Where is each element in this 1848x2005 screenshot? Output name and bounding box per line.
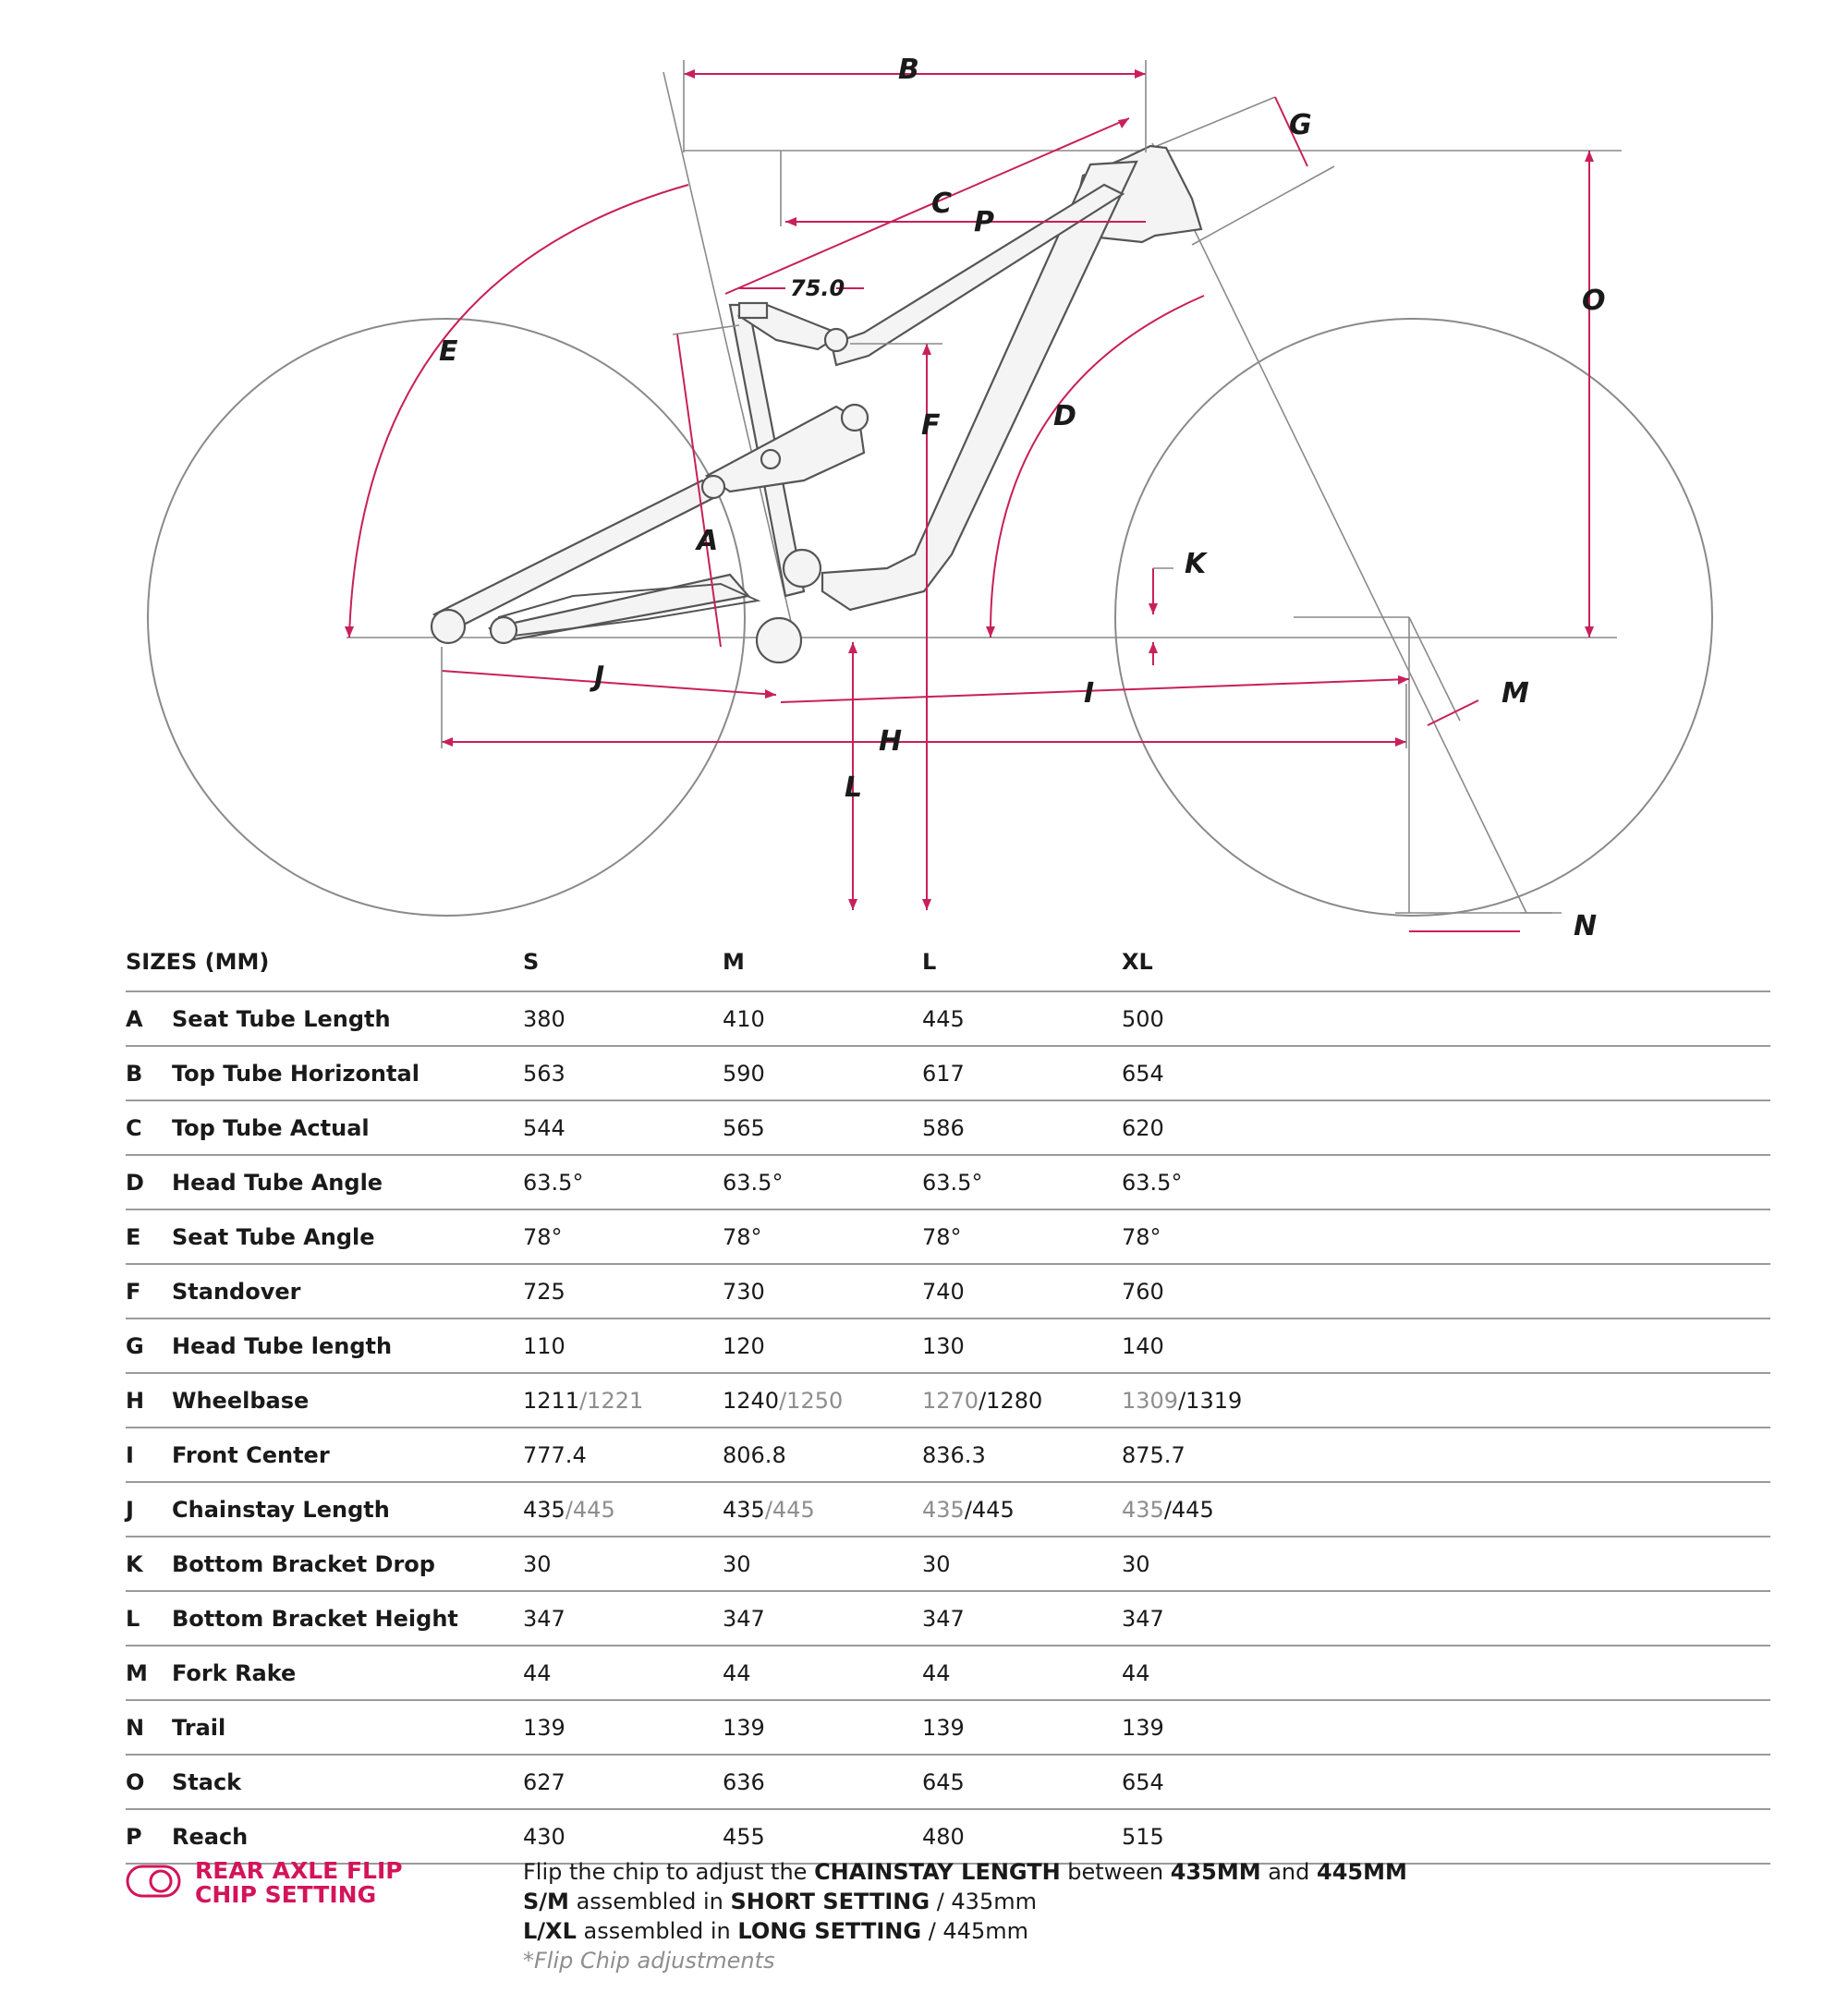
label-p: P <box>974 206 994 238</box>
value-xl: 347 <box>1122 1591 1321 1646</box>
label-e: E <box>439 335 458 368</box>
value-short: 435 <box>723 1496 765 1523</box>
label-j: J <box>594 661 605 693</box>
size-m-header: M <box>723 933 922 991</box>
table-row <box>126 1537 1770 1591</box>
value-long: 445 <box>772 1496 815 1523</box>
value-short: 1211 <box>523 1387 580 1414</box>
value-l: 30 <box>922 1537 1122 1591</box>
row-letter: K <box>126 1537 172 1591</box>
row-name: Head Tube length <box>172 1318 523 1373</box>
row-name: Chainstay Length <box>172 1482 523 1537</box>
value-m: 636 <box>723 1755 922 1809</box>
value-s: 777.4 <box>523 1428 723 1482</box>
value-l: 480 <box>922 1809 1122 1864</box>
row-letter: H <box>126 1373 172 1428</box>
flip-chip-title-line2: CHIP SETTING <box>195 1881 377 1908</box>
label-i: I <box>1084 677 1095 710</box>
row-name: Top Tube Actual <box>172 1100 523 1155</box>
row-name: Fork Rake <box>172 1646 523 1700</box>
row-name: Trail <box>172 1700 523 1755</box>
value-long: 445 <box>1171 1496 1214 1523</box>
row-letter: L <box>126 1591 172 1646</box>
value-m: 139 <box>723 1700 922 1755</box>
value-l: 44 <box>922 1646 1122 1700</box>
value-l: 78° <box>922 1209 1122 1264</box>
table-row <box>126 1209 1770 1264</box>
table-row <box>126 1809 1770 1864</box>
table-header-row <box>126 933 1770 991</box>
label-k: K <box>1185 548 1207 580</box>
label-n: N <box>1574 910 1598 942</box>
value-l: 130 <box>922 1318 1122 1373</box>
value-s: 110 <box>523 1318 723 1373</box>
row-letter: E <box>126 1209 172 1264</box>
row-letter: B <box>126 1046 172 1100</box>
value-separator: / <box>964 1496 972 1523</box>
value-long: 445 <box>971 1496 1015 1523</box>
value-long: 1221 <box>587 1387 644 1414</box>
value-separator: / <box>1178 1387 1186 1414</box>
value-short: 1270 <box>922 1387 979 1414</box>
value-separator: / <box>565 1496 573 1523</box>
table-row <box>126 991 1770 1046</box>
label-d: D <box>1053 400 1076 432</box>
value-m <box>723 1373 922 1428</box>
value-xl: 620 <box>1122 1100 1321 1155</box>
label-b: B <box>898 54 919 86</box>
row-letter: A <box>126 991 172 1046</box>
value-m: 455 <box>723 1809 922 1864</box>
value-s: 139 <box>523 1700 723 1755</box>
flip-chip-toggle-icon <box>126 1865 181 1898</box>
value-long: 1250 <box>786 1387 844 1414</box>
row-letter: F <box>126 1264 172 1318</box>
value-s: 627 <box>523 1755 723 1809</box>
front-wheel <box>1115 319 1712 916</box>
value-xl: 515 <box>1122 1809 1321 1864</box>
geometry-diagram <box>0 0 1848 961</box>
value-separator: / <box>579 1387 588 1414</box>
value-s: 725 <box>523 1264 723 1318</box>
value-xl <box>1122 1373 1321 1428</box>
row-name: Reach <box>172 1809 523 1864</box>
value-short: 435 <box>523 1496 565 1523</box>
row-letter: N <box>126 1700 172 1755</box>
table-row <box>126 1646 1770 1700</box>
value-xl: 78° <box>1122 1209 1321 1264</box>
size-xl-header: XL <box>1122 933 1321 991</box>
value-l <box>922 1482 1122 1537</box>
table-row <box>126 1700 1770 1755</box>
row-letter: J <box>126 1482 172 1537</box>
value-s: 430 <box>523 1809 723 1864</box>
value-l: 836.3 <box>922 1428 1122 1482</box>
sizes-header: SIZES (MM) <box>126 933 523 991</box>
value-xl: 760 <box>1122 1264 1321 1318</box>
row-letter: O <box>126 1755 172 1809</box>
row-name: Seat Tube Length <box>172 991 523 1046</box>
value-m: 30 <box>723 1537 922 1591</box>
value-l: 347 <box>922 1591 1122 1646</box>
value-xl <box>1122 1482 1321 1537</box>
table-row <box>126 1264 1770 1318</box>
flip-chip-title-line1: REAR AXLE FLIP <box>195 1857 403 1884</box>
value-long: 1319 <box>1185 1387 1243 1414</box>
value-m: 730 <box>723 1264 922 1318</box>
row-name: Head Tube Angle <box>172 1155 523 1209</box>
value-separator: / <box>779 1387 787 1414</box>
row-name: Front Center <box>172 1428 523 1482</box>
row-letter: G <box>126 1318 172 1373</box>
table-row <box>126 1155 1770 1209</box>
value-m: 44 <box>723 1646 922 1700</box>
label-g: G <box>1289 109 1312 141</box>
flip-line-3: L/XL assembled in LONG SETTING / 445mm <box>523 1918 1028 1944</box>
value-s: 63.5° <box>523 1155 723 1209</box>
label-l: L <box>845 772 863 804</box>
row-letter: M <box>126 1646 172 1700</box>
value-m: 120 <box>723 1318 922 1373</box>
row-name: Wheelbase <box>172 1373 523 1428</box>
value-separator: / <box>764 1496 772 1523</box>
value-l: 740 <box>922 1264 1122 1318</box>
row-letter: I <box>126 1428 172 1482</box>
value-m <box>723 1482 922 1537</box>
row-name: Bottom Bracket Height <box>172 1591 523 1646</box>
value-short: 435 <box>922 1496 965 1523</box>
flip-line-1: Flip the chip to adjust the CHAINSTAY LENGTH between 435MM and 445MM <box>523 1859 1407 1885</box>
value-m: 806.8 <box>723 1428 922 1482</box>
value-long: 445 <box>572 1496 615 1523</box>
flip-chip-section <box>126 1857 1770 1996</box>
value-short: 1309 <box>1122 1387 1179 1414</box>
value-xl: 654 <box>1122 1046 1321 1100</box>
value-l: 63.5° <box>922 1155 1122 1209</box>
value-s: 30 <box>523 1537 723 1591</box>
value-xl: 654 <box>1122 1755 1321 1809</box>
row-letter: D <box>126 1155 172 1209</box>
flip-chip-title <box>195 1859 472 1907</box>
value-s: 44 <box>523 1646 723 1700</box>
guide-lines <box>346 72 1622 913</box>
label-m: M <box>1502 677 1529 710</box>
value-xl: 500 <box>1122 991 1321 1046</box>
value-xl: 44 <box>1122 1646 1321 1700</box>
table-row <box>126 1755 1770 1809</box>
value-l: 139 <box>922 1700 1122 1755</box>
value-separator: / <box>979 1387 987 1414</box>
value-s: 78° <box>523 1209 723 1264</box>
size-s-header: S <box>523 933 723 991</box>
label-a: A <box>697 525 719 557</box>
value-s <box>523 1373 723 1428</box>
value-s: 347 <box>523 1591 723 1646</box>
table-row <box>126 1100 1770 1155</box>
label-f: F <box>921 409 941 442</box>
value-l: 445 <box>922 991 1122 1046</box>
geometry-table <box>126 933 1770 1865</box>
bike-frame <box>432 146 1201 662</box>
value-s: 563 <box>523 1046 723 1100</box>
value-l: 586 <box>922 1100 1122 1155</box>
value-l: 617 <box>922 1046 1122 1100</box>
flip-line-2: S/M assembled in SHORT SETTING / 435mm <box>523 1889 1037 1914</box>
table-row <box>126 1318 1770 1373</box>
value-xl: 63.5° <box>1122 1155 1321 1209</box>
value-s: 380 <box>523 991 723 1046</box>
value-m: 565 <box>723 1100 922 1155</box>
row-name: Stack <box>172 1755 523 1809</box>
value-s <box>523 1482 723 1537</box>
value-short: 435 <box>1122 1496 1164 1523</box>
table-row <box>126 1046 1770 1100</box>
value-xl: 30 <box>1122 1537 1321 1591</box>
value-m: 410 <box>723 991 922 1046</box>
value-separator: / <box>1163 1496 1172 1523</box>
label-o: O <box>1582 285 1606 317</box>
value-xl: 140 <box>1122 1318 1321 1373</box>
label-h: H <box>879 725 903 758</box>
table-row <box>126 1428 1770 1482</box>
value-m: 347 <box>723 1591 922 1646</box>
value-s: 544 <box>523 1100 723 1155</box>
flip-chip-note: *Flip Chip adjustments <box>523 1948 775 1974</box>
flip-chip-description <box>523 1857 1407 1975</box>
table-row <box>126 1373 1770 1428</box>
table-row <box>126 1591 1770 1646</box>
value-l: 645 <box>922 1755 1122 1809</box>
value-xl: 875.7 <box>1122 1428 1321 1482</box>
row-letter: P <box>126 1809 172 1864</box>
size-l-header: L <box>922 933 1122 991</box>
table-row <box>126 1482 1770 1537</box>
label-c: C <box>931 188 953 220</box>
row-letter: C <box>126 1100 172 1155</box>
label-seat-offset: 75.0 <box>790 275 845 301</box>
value-long: 1280 <box>986 1387 1043 1414</box>
value-l <box>922 1373 1122 1428</box>
value-m: 63.5° <box>723 1155 922 1209</box>
row-name: Bottom Bracket Drop <box>172 1537 523 1591</box>
value-short: 1240 <box>723 1387 780 1414</box>
value-m: 590 <box>723 1046 922 1100</box>
row-name: Top Tube Horizontal <box>172 1046 523 1100</box>
value-xl: 139 <box>1122 1700 1321 1755</box>
row-name: Seat Tube Angle <box>172 1209 523 1264</box>
value-m: 78° <box>723 1209 922 1264</box>
row-name: Standover <box>172 1264 523 1318</box>
